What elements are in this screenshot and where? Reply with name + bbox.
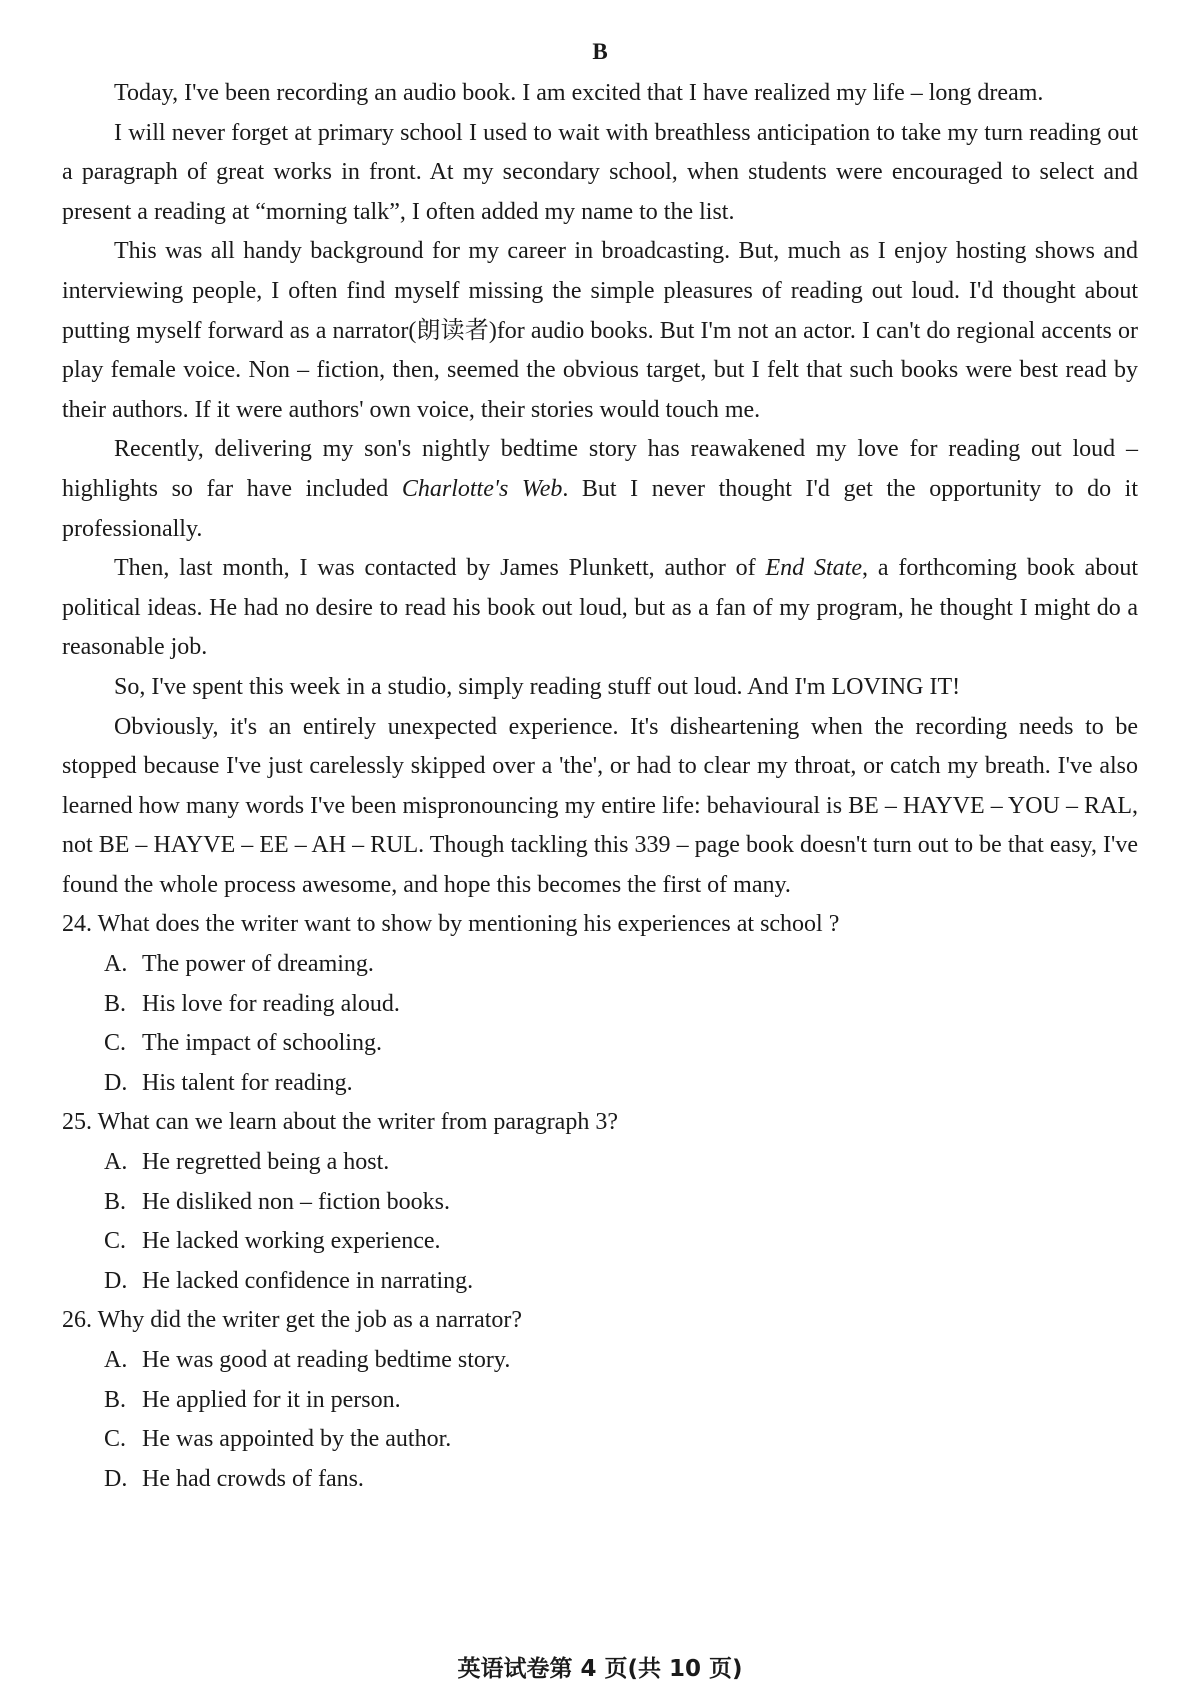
answer-option (62, 1262, 1138, 1302)
option-text: He lacked working experience. (142, 1228, 441, 1255)
answer-option (62, 1143, 1138, 1183)
question-stem: 24. What does the writer want to show by mentioning his experiences at school ? (62, 911, 840, 938)
answer-option (62, 1024, 1138, 1064)
reading-passage (62, 74, 1138, 905)
option-text: His love for reading aloud. (142, 990, 400, 1017)
page-footer: 英语试卷第 4 页(共 10 页) (457, 1656, 743, 1682)
section-label: B (592, 39, 608, 64)
book-title: End State (765, 555, 862, 582)
paragraph-text: Then, last month, I was contacted by James Plunkett, author of (114, 555, 766, 582)
paragraph-text: , a forthcoming book about political ideas. He had no desire to read his book out loud, but as a fan of my program, he thought I might do a reasonable job. (62, 555, 1138, 661)
option-text: The impact of schooling. (142, 1030, 382, 1057)
answer-option (62, 1460, 1138, 1500)
paragraph-text: Recently, delivering my son's nightly bedtime story has reawakened my love for reading out loud – highlights so far have included (62, 436, 1138, 502)
question-block (62, 1103, 1138, 1301)
answer-option (62, 945, 1138, 985)
option-text: He regretted being a host. (142, 1149, 390, 1176)
question-stem: 25. What can we learn about the writer from paragraph 3? (62, 1109, 618, 1136)
option-letter: C. (104, 1030, 127, 1057)
option-letter: B. (104, 1386, 127, 1413)
answer-option (62, 1183, 1138, 1223)
option-letter: A. (104, 1149, 128, 1176)
option-letter: C. (104, 1426, 127, 1453)
option-text: The power of dreaming. (142, 951, 374, 978)
option-text: He was appointed by the author. (142, 1426, 452, 1453)
passage-paragraph (62, 430, 1138, 549)
option-text: He applied for it in person. (142, 1386, 401, 1413)
option-letter: D. (104, 1465, 128, 1492)
question-block (62, 905, 1138, 1103)
option-text: He disliked non – fiction books. (142, 1188, 450, 1215)
answer-option (62, 1064, 1138, 1104)
passage-paragraph: I will never forget at primary school I used to wait with breathless anticipation to take my turn reading out a paragraph of great works in front. At my secondary school, when students were encouraged to select and present a reading at “morning talk”, I often added my name to the list. (62, 119, 1138, 225)
passage-paragraph: This was all handy background for my career in broadcasting. But, much as I enjoy hosting shows and interviewing people, I often find myself missing the simple pleasures of reading out loud. I'd thought about putting myself forward as a narrator(朗读者)for audio books. But I'm not an actor. I can't do regional accents or play female voice. Non – fiction, then, seemed the obvious target, but I felt that such books were best read by their authors. If it were authors' own voice, their stories would touch me. (62, 238, 1138, 423)
answer-options (62, 1143, 1138, 1301)
option-letter: D. (104, 1069, 128, 1096)
option-letter: C. (104, 1228, 127, 1255)
answer-option (62, 1341, 1138, 1381)
passage-paragraph: Obviously, it's an entirely unexpected experience. It's disheartening when the recording needs to be stopped because I've just carelessly skipped over a 'the', or had to clear my throat, or catch my breath. I've also learned how many words I've been mispronouncing my entire life: behavioural is BE – HAYVE – YOU – RAL, not BE – HAYVE – EE – AH – RUL. Though tackling this 339 – page book doesn't turn out to be that easy, I've found the whole process awesome, and hope this becomes the first of many. (62, 713, 1138, 898)
answer-options (62, 1341, 1138, 1499)
paragraph-text: . But I never thought I'd get the opportunity to do it professionally. (62, 475, 1138, 542)
answer-options (62, 945, 1138, 1103)
question-stem: 26. Why did the writer get the job as a narrator? (62, 1307, 523, 1334)
option-letter: D. (104, 1267, 128, 1294)
option-text: He lacked confidence in narrating. (142, 1267, 474, 1294)
question-list (62, 905, 1138, 1499)
passage-paragraph: So, I've spent this week in a studio, simply reading stuff out loud. And I'm LOVING IT! (114, 673, 961, 700)
answer-option (62, 1381, 1138, 1421)
answer-option (62, 1420, 1138, 1460)
option-text: His talent for reading. (142, 1069, 353, 1096)
option-text: He was good at reading bedtime story. (142, 1347, 511, 1373)
question-block (62, 1301, 1138, 1499)
option-letter: B. (104, 990, 127, 1017)
option-letter: A. (104, 951, 128, 978)
option-letter: A. (104, 1347, 128, 1373)
book-title: Charlotte's Web (401, 475, 563, 502)
passage-paragraph: Today, I've been recording an audio book. I am excited that I have realized my life – long dream. (114, 80, 1044, 106)
passage-paragraph (62, 549, 1138, 668)
answer-option (62, 1222, 1138, 1262)
option-letter: B. (104, 1188, 127, 1215)
answer-option (62, 985, 1138, 1025)
option-text: He had crowds of fans. (142, 1465, 364, 1492)
